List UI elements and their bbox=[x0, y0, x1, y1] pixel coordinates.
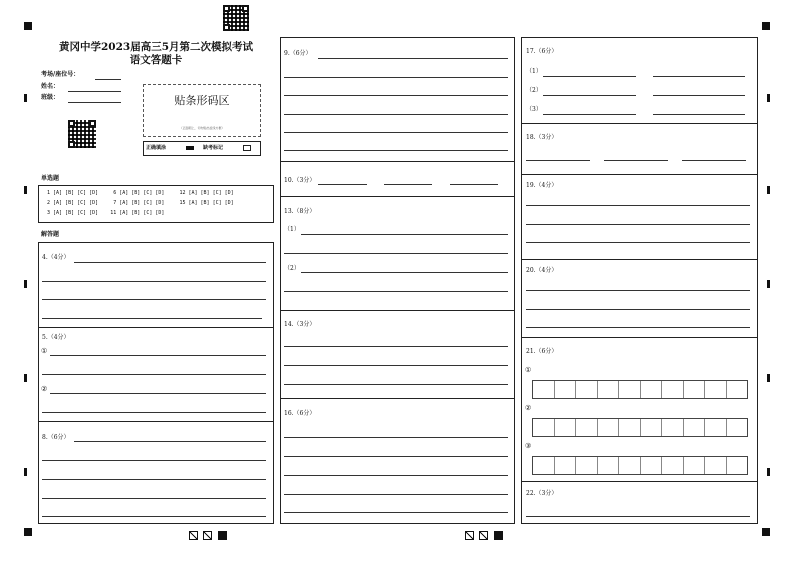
answer-line[interactable] bbox=[42, 412, 266, 413]
answer-line[interactable] bbox=[42, 299, 266, 300]
name-label: 姓名： bbox=[41, 83, 60, 90]
answer-line[interactable] bbox=[42, 318, 262, 319]
bottom-slash-mark bbox=[479, 531, 488, 540]
answer-line[interactable] bbox=[42, 479, 266, 480]
answer-line[interactable] bbox=[284, 494, 508, 495]
mcq-row-2[interactable]: 2 [A] [B] [C] [D] 7 [A] [B] [C] [D] 15 [A] [B] [C] [D] bbox=[47, 200, 234, 206]
answer-line[interactable] bbox=[42, 516, 266, 517]
bottom-slash-mark bbox=[203, 531, 212, 540]
side-mark bbox=[24, 280, 27, 288]
answer-line[interactable] bbox=[284, 114, 508, 115]
question-10-label: 10.（3分） bbox=[284, 177, 316, 184]
corner-mark-top-left bbox=[24, 22, 32, 30]
answer-line[interactable] bbox=[284, 95, 508, 96]
question-21-item-2: ② bbox=[525, 404, 532, 412]
answer-line[interactable] bbox=[653, 114, 745, 115]
question-17-label: 17.（6分） bbox=[526, 48, 558, 55]
question-4-label: 4.（4分） bbox=[42, 254, 70, 261]
question-13-item-2: （2） bbox=[284, 265, 300, 272]
side-mark bbox=[767, 280, 770, 288]
mcq-row-3[interactable]: 3 [A] [B] [C] [D] 11 [A] [B] [C] [D] bbox=[47, 210, 165, 216]
middle-answer-box bbox=[280, 37, 515, 524]
question-divider bbox=[280, 196, 515, 197]
question-divider bbox=[38, 421, 274, 422]
absent-mark-label: 缺考标记 bbox=[203, 145, 224, 151]
question-divider bbox=[280, 398, 515, 399]
answer-line[interactable] bbox=[74, 262, 266, 263]
question-17-item-3: （3） bbox=[526, 106, 542, 113]
character-grid-2[interactable] bbox=[532, 418, 748, 437]
answer-line[interactable] bbox=[42, 498, 266, 499]
qr-finder bbox=[242, 5, 249, 12]
answer-line[interactable] bbox=[526, 224, 750, 225]
bottom-block-mark bbox=[218, 531, 227, 540]
bottom-slash-mark bbox=[465, 531, 474, 540]
question-divider bbox=[38, 327, 274, 328]
answer-line[interactable] bbox=[284, 384, 508, 385]
qr-finder bbox=[68, 141, 75, 148]
bottom-slash-mark bbox=[189, 531, 198, 540]
question-22-label: 22.（3分） bbox=[526, 490, 558, 497]
answer-line[interactable] bbox=[318, 58, 508, 59]
side-mark bbox=[767, 374, 770, 382]
barcode-area-note: （正面朝上，切勿贴出虚线方框） bbox=[179, 126, 225, 130]
question-divider bbox=[521, 259, 758, 260]
side-mark bbox=[767, 94, 770, 102]
fill-correct-example bbox=[186, 146, 194, 150]
answer-line[interactable] bbox=[284, 475, 508, 476]
answer-line[interactable] bbox=[284, 346, 508, 347]
answer-line[interactable] bbox=[301, 272, 508, 273]
question-13-label: 13.（8分） bbox=[284, 208, 316, 215]
answer-line[interactable] bbox=[384, 184, 432, 185]
question-21-label: 21.（6分） bbox=[526, 348, 558, 355]
right-answer-box bbox=[521, 37, 758, 524]
fill-correct-label: 正确填涂 bbox=[146, 145, 167, 151]
left-answer-box bbox=[38, 242, 274, 524]
name-field[interactable] bbox=[68, 91, 121, 92]
answer-line[interactable] bbox=[543, 76, 636, 77]
side-mark bbox=[24, 186, 27, 194]
question-divider bbox=[521, 174, 758, 175]
question-5-label: 5.（4分） bbox=[42, 334, 70, 341]
corner-mark-bottom-left bbox=[24, 528, 32, 536]
barcode-area-label: 贴条形码区 bbox=[174, 94, 230, 107]
answer-line[interactable] bbox=[284, 253, 508, 254]
corner-mark-bottom-right bbox=[762, 528, 770, 536]
side-mark bbox=[24, 468, 27, 476]
question-divider bbox=[521, 123, 758, 124]
answer-line[interactable] bbox=[284, 365, 508, 366]
answer-line[interactable] bbox=[682, 160, 746, 161]
answer-line[interactable] bbox=[50, 393, 266, 394]
answer-section-title: 解答题 bbox=[41, 231, 60, 238]
question-divider bbox=[521, 481, 758, 482]
absent-mark-checkbox[interactable] bbox=[243, 145, 251, 151]
question-divider bbox=[521, 337, 758, 338]
answer-line[interactable] bbox=[42, 460, 266, 461]
mcq-section-title: 单选题 bbox=[41, 175, 60, 182]
answer-line[interactable] bbox=[284, 77, 508, 78]
answer-line[interactable] bbox=[284, 291, 508, 292]
answer-line[interactable] bbox=[318, 184, 367, 185]
bottom-block-mark bbox=[494, 531, 503, 540]
character-grid-1[interactable] bbox=[532, 380, 748, 399]
answer-line[interactable] bbox=[50, 355, 266, 356]
corner-mark-top-right bbox=[762, 22, 770, 30]
answer-line[interactable] bbox=[526, 242, 750, 243]
question-5-item-2: ② bbox=[41, 385, 48, 393]
answer-line[interactable] bbox=[526, 516, 750, 517]
answer-line[interactable] bbox=[74, 441, 266, 442]
side-mark bbox=[767, 468, 770, 476]
question-19-label: 19.（4分） bbox=[526, 182, 558, 189]
answer-line[interactable] bbox=[604, 160, 668, 161]
side-mark bbox=[24, 374, 27, 382]
answer-line[interactable] bbox=[543, 114, 636, 115]
question-21-item-3: ③ bbox=[525, 442, 532, 450]
question-18-label: 18.（3分） bbox=[526, 134, 558, 141]
answer-line[interactable] bbox=[526, 309, 750, 310]
question-17-item-1: （1） bbox=[526, 68, 542, 75]
question-20-label: 20.（4分） bbox=[526, 267, 558, 274]
side-mark bbox=[24, 94, 27, 102]
answer-line[interactable] bbox=[653, 95, 745, 96]
answer-line[interactable] bbox=[526, 205, 750, 206]
answer-line[interactable] bbox=[284, 456, 508, 457]
answer-line[interactable] bbox=[526, 290, 750, 291]
class-field[interactable] bbox=[68, 102, 121, 103]
question-divider bbox=[280, 310, 515, 311]
exam-room-field[interactable] bbox=[95, 79, 121, 80]
question-21-item-1: ① bbox=[525, 366, 532, 374]
exam-room-label: 考场/座位号： bbox=[41, 71, 80, 78]
answer-line[interactable] bbox=[284, 437, 508, 438]
answer-line[interactable] bbox=[301, 234, 508, 235]
answer-line[interactable] bbox=[543, 95, 636, 96]
answer-line[interactable] bbox=[42, 281, 266, 282]
question-5-item-1: ① bbox=[41, 347, 48, 355]
mcq-row-1[interactable]: 1 [A] [B] [C] [D] 6 [A] [B] [C] [D] 12 [A] [B] [C] [D] bbox=[47, 190, 234, 196]
question-16-label: 16.（6分） bbox=[284, 410, 316, 417]
answer-line[interactable] bbox=[284, 512, 508, 513]
answer-line[interactable] bbox=[284, 132, 508, 133]
side-mark bbox=[767, 186, 770, 194]
answer-line[interactable] bbox=[526, 327, 750, 328]
answer-line[interactable] bbox=[653, 76, 745, 77]
qr-finder bbox=[223, 24, 230, 31]
qr-finder bbox=[68, 120, 75, 127]
class-label: 班级： bbox=[41, 94, 60, 101]
question-8-label: 8.（6分） bbox=[42, 434, 70, 441]
exam-title: 黄冈中学2023届高三5月第二次模拟考试 bbox=[58, 41, 254, 53]
qr-finder bbox=[223, 5, 230, 12]
question-14-label: 14.（3分） bbox=[284, 321, 316, 328]
answer-line[interactable] bbox=[526, 160, 590, 161]
answer-line[interactable] bbox=[450, 184, 498, 185]
answer-line[interactable] bbox=[284, 150, 508, 151]
question-divider bbox=[280, 161, 515, 162]
question-17-item-2: （2） bbox=[526, 87, 542, 94]
character-grid-3[interactable] bbox=[532, 456, 748, 475]
qr-finder bbox=[89, 120, 96, 127]
question-13-item-1: （1） bbox=[284, 226, 300, 233]
answer-line[interactable] bbox=[42, 374, 266, 375]
exam-subtitle: 语文答题卡 bbox=[129, 54, 183, 66]
question-9-label: 9.（6分） bbox=[284, 50, 312, 57]
